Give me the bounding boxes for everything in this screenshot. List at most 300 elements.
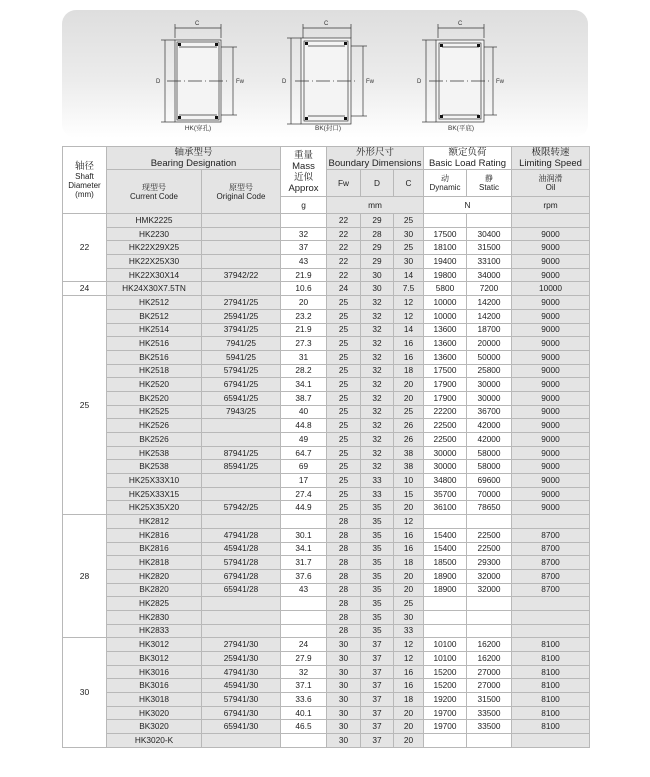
original-code-cell [202, 214, 281, 228]
c-cell: 20 [394, 378, 424, 392]
c-cell: 16 [394, 679, 424, 693]
shaft-diameter-cell: 30 [63, 638, 107, 748]
mass-cell: 37 [281, 241, 327, 255]
label-d: D [282, 79, 287, 85]
mass-cell: 27.3 [281, 337, 327, 351]
fw-cell: 25 [327, 323, 361, 337]
mass-cell: 10.6 [281, 282, 327, 296]
static-load-cell [467, 610, 512, 624]
label-c: C [324, 21, 329, 27]
table-row [63, 528, 590, 542]
dynamic-load-cell [424, 734, 467, 748]
header-mass: 重量 Mass 近似 Approx [281, 147, 327, 197]
label-d: D [156, 79, 161, 85]
oil-speed-cell [512, 624, 590, 638]
oil-speed-cell: 9000 [512, 323, 590, 337]
label-fw: Fw [366, 79, 374, 85]
mass-cell: 31 [281, 350, 327, 364]
shaft-diameter-cell: 25 [63, 296, 107, 515]
oil-speed-cell: 8100 [512, 720, 590, 734]
d-cell: 35 [361, 515, 394, 529]
original-code-cell: 27941/25 [202, 296, 281, 310]
original-code-cell [202, 597, 281, 611]
current-code-cell: HK2230 [107, 227, 202, 241]
fw-cell: 22 [327, 255, 361, 269]
c-cell: 12 [394, 296, 424, 310]
current-code-cell: HK22X30X14 [107, 268, 202, 282]
current-code-cell: BK2516 [107, 350, 202, 364]
static-load-cell: 7200 [467, 282, 512, 296]
c-cell: 20 [394, 706, 424, 720]
static-load-cell: 16200 [467, 652, 512, 666]
table-row [63, 638, 590, 652]
static-load-cell: 30000 [467, 378, 512, 392]
oil-speed-cell: 8700 [512, 556, 590, 570]
fw-cell: 22 [327, 214, 361, 228]
current-code-cell: HK22X25X30 [107, 255, 202, 269]
fw-cell: 28 [327, 515, 361, 529]
original-code-cell: 7943/25 [202, 405, 281, 419]
static-load-cell: 29300 [467, 556, 512, 570]
fw-cell: 30 [327, 665, 361, 679]
current-code-cell: BK2520 [107, 391, 202, 405]
mass-cell: 37.6 [281, 569, 327, 583]
static-load-cell: 58000 [467, 446, 512, 460]
table-row [63, 583, 590, 597]
c-cell: 18 [394, 364, 424, 378]
current-code-cell: HK2812 [107, 515, 202, 529]
fw-cell: 25 [327, 378, 361, 392]
c-cell: 12 [394, 638, 424, 652]
header-basic-load-rating: 额定负荷 Basic Load Rating [424, 147, 512, 170]
static-load-cell: 42000 [467, 419, 512, 433]
fw-cell: 25 [327, 474, 361, 488]
c-cell: 25 [394, 241, 424, 255]
original-code-cell: 25941/30 [202, 652, 281, 666]
table-row [63, 214, 590, 228]
dynamic-load-cell: 18900 [424, 569, 467, 583]
fw-cell: 30 [327, 720, 361, 734]
c-cell: 20 [394, 734, 424, 748]
fw-cell: 25 [327, 419, 361, 433]
original-code-cell: 67941/30 [202, 706, 281, 720]
table-row [63, 556, 590, 570]
dynamic-load-cell: 13600 [424, 323, 467, 337]
d-cell: 35 [361, 501, 394, 515]
current-code-cell: BK2816 [107, 542, 202, 556]
c-cell: 14 [394, 268, 424, 282]
static-load-cell [467, 515, 512, 529]
header-shaft-diameter: 轴径 Shaft Diameter (mm) [63, 147, 107, 214]
header-current-code: 现型号 Current Code [107, 170, 202, 214]
current-code-cell: HK3012 [107, 638, 202, 652]
original-code-cell: 57942/25 [202, 501, 281, 515]
current-code-cell: HK2525 [107, 405, 202, 419]
current-code-cell: BK3020 [107, 720, 202, 734]
current-code-cell: BK2820 [107, 583, 202, 597]
c-cell: 16 [394, 350, 424, 364]
dynamic-load-cell [424, 597, 467, 611]
header-static: 静 Static [467, 170, 512, 197]
c-cell: 20 [394, 501, 424, 515]
dynamic-load-cell: 15200 [424, 679, 467, 693]
original-code-cell: 47941/30 [202, 665, 281, 679]
table-row [63, 446, 590, 460]
table-row [63, 460, 590, 474]
static-load-cell: 31500 [467, 693, 512, 707]
original-code-cell [202, 419, 281, 433]
c-cell: 15 [394, 487, 424, 501]
oil-speed-cell: 8700 [512, 569, 590, 583]
mass-cell: 49 [281, 433, 327, 447]
static-load-cell: 33100 [467, 255, 512, 269]
current-code-cell: HK2538 [107, 446, 202, 460]
c-cell: 26 [394, 433, 424, 447]
static-load-cell: 34000 [467, 268, 512, 282]
oil-speed-cell: 9000 [512, 446, 590, 460]
fw-cell: 22 [327, 227, 361, 241]
mass-cell: 23.2 [281, 309, 327, 323]
static-load-cell: 27000 [467, 665, 512, 679]
fw-cell: 24 [327, 282, 361, 296]
original-code-cell: 37941/25 [202, 323, 281, 337]
dynamic-load-cell: 13600 [424, 337, 467, 351]
table-row [63, 706, 590, 720]
mass-cell: 27.4 [281, 487, 327, 501]
original-code-cell: 37942/22 [202, 268, 281, 282]
oil-speed-cell: 9000 [512, 227, 590, 241]
oil-speed-cell: 9000 [512, 460, 590, 474]
diagram-caption: BK(封口) [315, 125, 341, 132]
d-cell: 29 [361, 255, 394, 269]
original-code-cell [202, 282, 281, 296]
d-cell: 35 [361, 556, 394, 570]
dynamic-load-cell: 22200 [424, 405, 467, 419]
fw-cell: 28 [327, 583, 361, 597]
fw-cell: 30 [327, 734, 361, 748]
oil-speed-cell: 9000 [512, 487, 590, 501]
fw-cell: 30 [327, 638, 361, 652]
oil-speed-cell: 9000 [512, 405, 590, 419]
table-row [63, 624, 590, 638]
c-cell: 16 [394, 337, 424, 351]
mass-cell: 40 [281, 405, 327, 419]
dynamic-load-cell: 30000 [424, 460, 467, 474]
table-row [63, 652, 590, 666]
table-row [63, 227, 590, 241]
static-load-cell: 33500 [467, 720, 512, 734]
fw-cell: 28 [327, 542, 361, 556]
fw-cell: 25 [327, 350, 361, 364]
table-row [63, 569, 590, 583]
unit-dimensions: mm [327, 197, 424, 214]
d-cell: 37 [361, 665, 394, 679]
dynamic-load-cell [424, 624, 467, 638]
fw-cell: 25 [327, 446, 361, 460]
original-code-cell [202, 227, 281, 241]
d-cell: 37 [361, 734, 394, 748]
diagram-hk-through [147, 18, 257, 136]
label-c: C [458, 21, 463, 27]
c-cell: 30 [394, 255, 424, 269]
d-cell: 37 [361, 679, 394, 693]
c-cell: 30 [394, 227, 424, 241]
mass-cell: 30.1 [281, 528, 327, 542]
fw-cell: 25 [327, 309, 361, 323]
static-load-cell: 30400 [467, 227, 512, 241]
dynamic-load-cell: 19800 [424, 268, 467, 282]
fw-cell: 30 [327, 652, 361, 666]
table-row [63, 474, 590, 488]
original-code-cell: 45941/28 [202, 542, 281, 556]
original-code-cell [202, 487, 281, 501]
oil-speed-cell: 8100 [512, 652, 590, 666]
static-load-cell: 42000 [467, 433, 512, 447]
d-cell: 37 [361, 720, 394, 734]
table-row [63, 364, 590, 378]
fw-cell: 25 [327, 296, 361, 310]
original-code-cell: 67941/28 [202, 569, 281, 583]
mass-cell [281, 214, 327, 228]
d-cell: 32 [361, 433, 394, 447]
table-row [63, 337, 590, 351]
original-code-cell [202, 734, 281, 748]
dynamic-load-cell: 18500 [424, 556, 467, 570]
oil-speed-cell: 8100 [512, 679, 590, 693]
mass-cell: 28.2 [281, 364, 327, 378]
fw-cell: 28 [327, 528, 361, 542]
original-code-cell: 25941/25 [202, 309, 281, 323]
static-load-cell: 50000 [467, 350, 512, 364]
c-cell: 7.5 [394, 282, 424, 296]
d-cell: 32 [361, 378, 394, 392]
original-code-cell: 57941/30 [202, 693, 281, 707]
static-load-cell: 14200 [467, 296, 512, 310]
shaft-diameter-cell: 24 [63, 282, 107, 296]
dynamic-load-cell: 34800 [424, 474, 467, 488]
oil-speed-cell: 9000 [512, 268, 590, 282]
current-code-cell: HK3020 [107, 706, 202, 720]
dynamic-load-cell [424, 610, 467, 624]
c-cell: 12 [394, 515, 424, 529]
dynamic-load-cell: 19700 [424, 720, 467, 734]
current-code-cell: HK2526 [107, 419, 202, 433]
current-code-cell: HK3016 [107, 665, 202, 679]
static-load-cell: 32000 [467, 569, 512, 583]
oil-speed-cell: 8100 [512, 706, 590, 720]
static-load-cell: 69600 [467, 474, 512, 488]
d-cell: 32 [361, 405, 394, 419]
mass-cell: 44.8 [281, 419, 327, 433]
dynamic-load-cell: 10000 [424, 309, 467, 323]
d-cell: 30 [361, 268, 394, 282]
table-row [63, 597, 590, 611]
c-cell: 16 [394, 665, 424, 679]
dynamic-load-cell: 10100 [424, 652, 467, 666]
mass-cell [281, 610, 327, 624]
static-load-cell: 22500 [467, 542, 512, 556]
fw-cell: 25 [327, 337, 361, 351]
oil-speed-cell: 9000 [512, 296, 590, 310]
table-row [63, 433, 590, 447]
d-cell: 33 [361, 474, 394, 488]
oil-speed-cell: 9000 [512, 337, 590, 351]
original-code-cell [202, 610, 281, 624]
d-cell: 32 [361, 296, 394, 310]
table-row [63, 734, 590, 748]
oil-speed-cell: 9000 [512, 241, 590, 255]
mass-cell: 64.7 [281, 446, 327, 460]
oil-speed-cell: 9000 [512, 378, 590, 392]
dynamic-load-cell: 30000 [424, 446, 467, 460]
bearing-drawing-bk-flat [405, 18, 515, 128]
current-code-cell: HK2816 [107, 528, 202, 542]
current-code-cell: HK2830 [107, 610, 202, 624]
c-cell: 12 [394, 309, 424, 323]
current-code-cell: HMK2225 [107, 214, 202, 228]
label-fw: Fw [496, 79, 504, 85]
fw-cell: 25 [327, 433, 361, 447]
d-cell: 37 [361, 706, 394, 720]
dynamic-load-cell: 15200 [424, 665, 467, 679]
header-limiting-speed: 极限转速 Limiting Speed [512, 147, 590, 170]
table-body [63, 214, 590, 748]
oil-speed-cell: 9000 [512, 419, 590, 433]
d-cell: 35 [361, 542, 394, 556]
dynamic-load-cell: 10000 [424, 296, 467, 310]
original-code-cell: 47941/28 [202, 528, 281, 542]
current-code-cell: BK2538 [107, 460, 202, 474]
static-load-cell: 14200 [467, 309, 512, 323]
c-cell: 38 [394, 446, 424, 460]
static-load-cell: 30000 [467, 391, 512, 405]
oil-speed-cell [512, 214, 590, 228]
fw-cell: 25 [327, 487, 361, 501]
original-code-cell: 5941/25 [202, 350, 281, 364]
oil-speed-cell: 8700 [512, 528, 590, 542]
original-code-cell: 45941/30 [202, 679, 281, 693]
mass-cell: 44.9 [281, 501, 327, 515]
d-cell: 29 [361, 214, 394, 228]
static-load-cell: 27000 [467, 679, 512, 693]
table-row [63, 378, 590, 392]
original-code-cell: 87941/25 [202, 446, 281, 460]
current-code-cell: HK24X30X7.5TN [107, 282, 202, 296]
diagram-bk-sealed [275, 18, 385, 136]
unit-load: N [424, 197, 512, 214]
oil-speed-cell [512, 610, 590, 624]
c-cell: 25 [394, 597, 424, 611]
dynamic-load-cell: 36100 [424, 501, 467, 515]
current-code-cell: HK2512 [107, 296, 202, 310]
table-row [63, 323, 590, 337]
c-cell: 16 [394, 542, 424, 556]
table-row [63, 679, 590, 693]
static-load-cell: 32000 [467, 583, 512, 597]
mass-cell: 34.1 [281, 542, 327, 556]
current-code-cell: HK2818 [107, 556, 202, 570]
original-code-cell [202, 474, 281, 488]
shaft-diameter-cell: 22 [63, 214, 107, 282]
table-row [63, 405, 590, 419]
c-cell: 20 [394, 583, 424, 597]
mass-cell: 24 [281, 638, 327, 652]
table-row [63, 268, 590, 282]
static-load-cell: 31500 [467, 241, 512, 255]
mass-cell: 21.9 [281, 323, 327, 337]
static-load-cell: 22500 [467, 528, 512, 542]
c-cell: 33 [394, 624, 424, 638]
fw-cell: 22 [327, 268, 361, 282]
c-cell: 18 [394, 556, 424, 570]
c-cell: 38 [394, 460, 424, 474]
table-row [63, 501, 590, 515]
dynamic-load-cell: 5800 [424, 282, 467, 296]
oil-speed-cell: 9000 [512, 501, 590, 515]
oil-speed-cell: 8700 [512, 583, 590, 597]
dynamic-load-cell: 17900 [424, 378, 467, 392]
fw-cell: 25 [327, 364, 361, 378]
c-cell: 20 [394, 391, 424, 405]
current-code-cell: HK2833 [107, 624, 202, 638]
current-code-cell: BK3012 [107, 652, 202, 666]
mass-cell: 32 [281, 227, 327, 241]
current-code-cell: HK2520 [107, 378, 202, 392]
original-code-cell: 7941/25 [202, 337, 281, 351]
header-bearing-designation: 轴承型号 Bearing Designation [107, 147, 281, 170]
oil-speed-cell: 9000 [512, 350, 590, 364]
dynamic-load-cell: 18900 [424, 583, 467, 597]
table-row [63, 350, 590, 364]
original-code-cell [202, 433, 281, 447]
current-code-cell: BK2526 [107, 433, 202, 447]
diagram-caption: HK(穿孔) [184, 125, 212, 132]
original-code-cell: 65941/30 [202, 720, 281, 734]
current-code-cell: HK3018 [107, 693, 202, 707]
header-original-code: 原型号 Original Code [202, 170, 281, 214]
static-load-cell: 70000 [467, 487, 512, 501]
c-cell: 10 [394, 474, 424, 488]
static-load-cell: 18700 [467, 323, 512, 337]
current-code-cell: BK2512 [107, 309, 202, 323]
oil-speed-cell: 8100 [512, 693, 590, 707]
static-load-cell: 20000 [467, 337, 512, 351]
d-cell: 32 [361, 364, 394, 378]
current-code-cell: HK3020-K [107, 734, 202, 748]
current-code-cell: HK25X35X20 [107, 501, 202, 515]
c-cell: 12 [394, 652, 424, 666]
mass-cell [281, 734, 327, 748]
table-row [63, 309, 590, 323]
static-load-cell: 33500 [467, 706, 512, 720]
mass-cell: 38.7 [281, 391, 327, 405]
dynamic-load-cell: 19200 [424, 693, 467, 707]
original-code-cell: 57941/28 [202, 556, 281, 570]
shaft-diameter-cell: 28 [63, 515, 107, 638]
dynamic-load-cell: 19700 [424, 706, 467, 720]
original-code-cell: 85941/25 [202, 460, 281, 474]
fw-cell: 28 [327, 569, 361, 583]
current-code-cell: HK2820 [107, 569, 202, 583]
static-load-cell: 16200 [467, 638, 512, 652]
current-code-cell: HK25X33X15 [107, 487, 202, 501]
static-load-cell: 36700 [467, 405, 512, 419]
current-code-cell: HK2825 [107, 597, 202, 611]
dynamic-load-cell [424, 214, 467, 228]
current-code-cell: HK22X29X25 [107, 241, 202, 255]
header-boundary-dimensions: 外形尺寸 Boundary Dimensions [327, 147, 424, 170]
d-cell: 29 [361, 241, 394, 255]
